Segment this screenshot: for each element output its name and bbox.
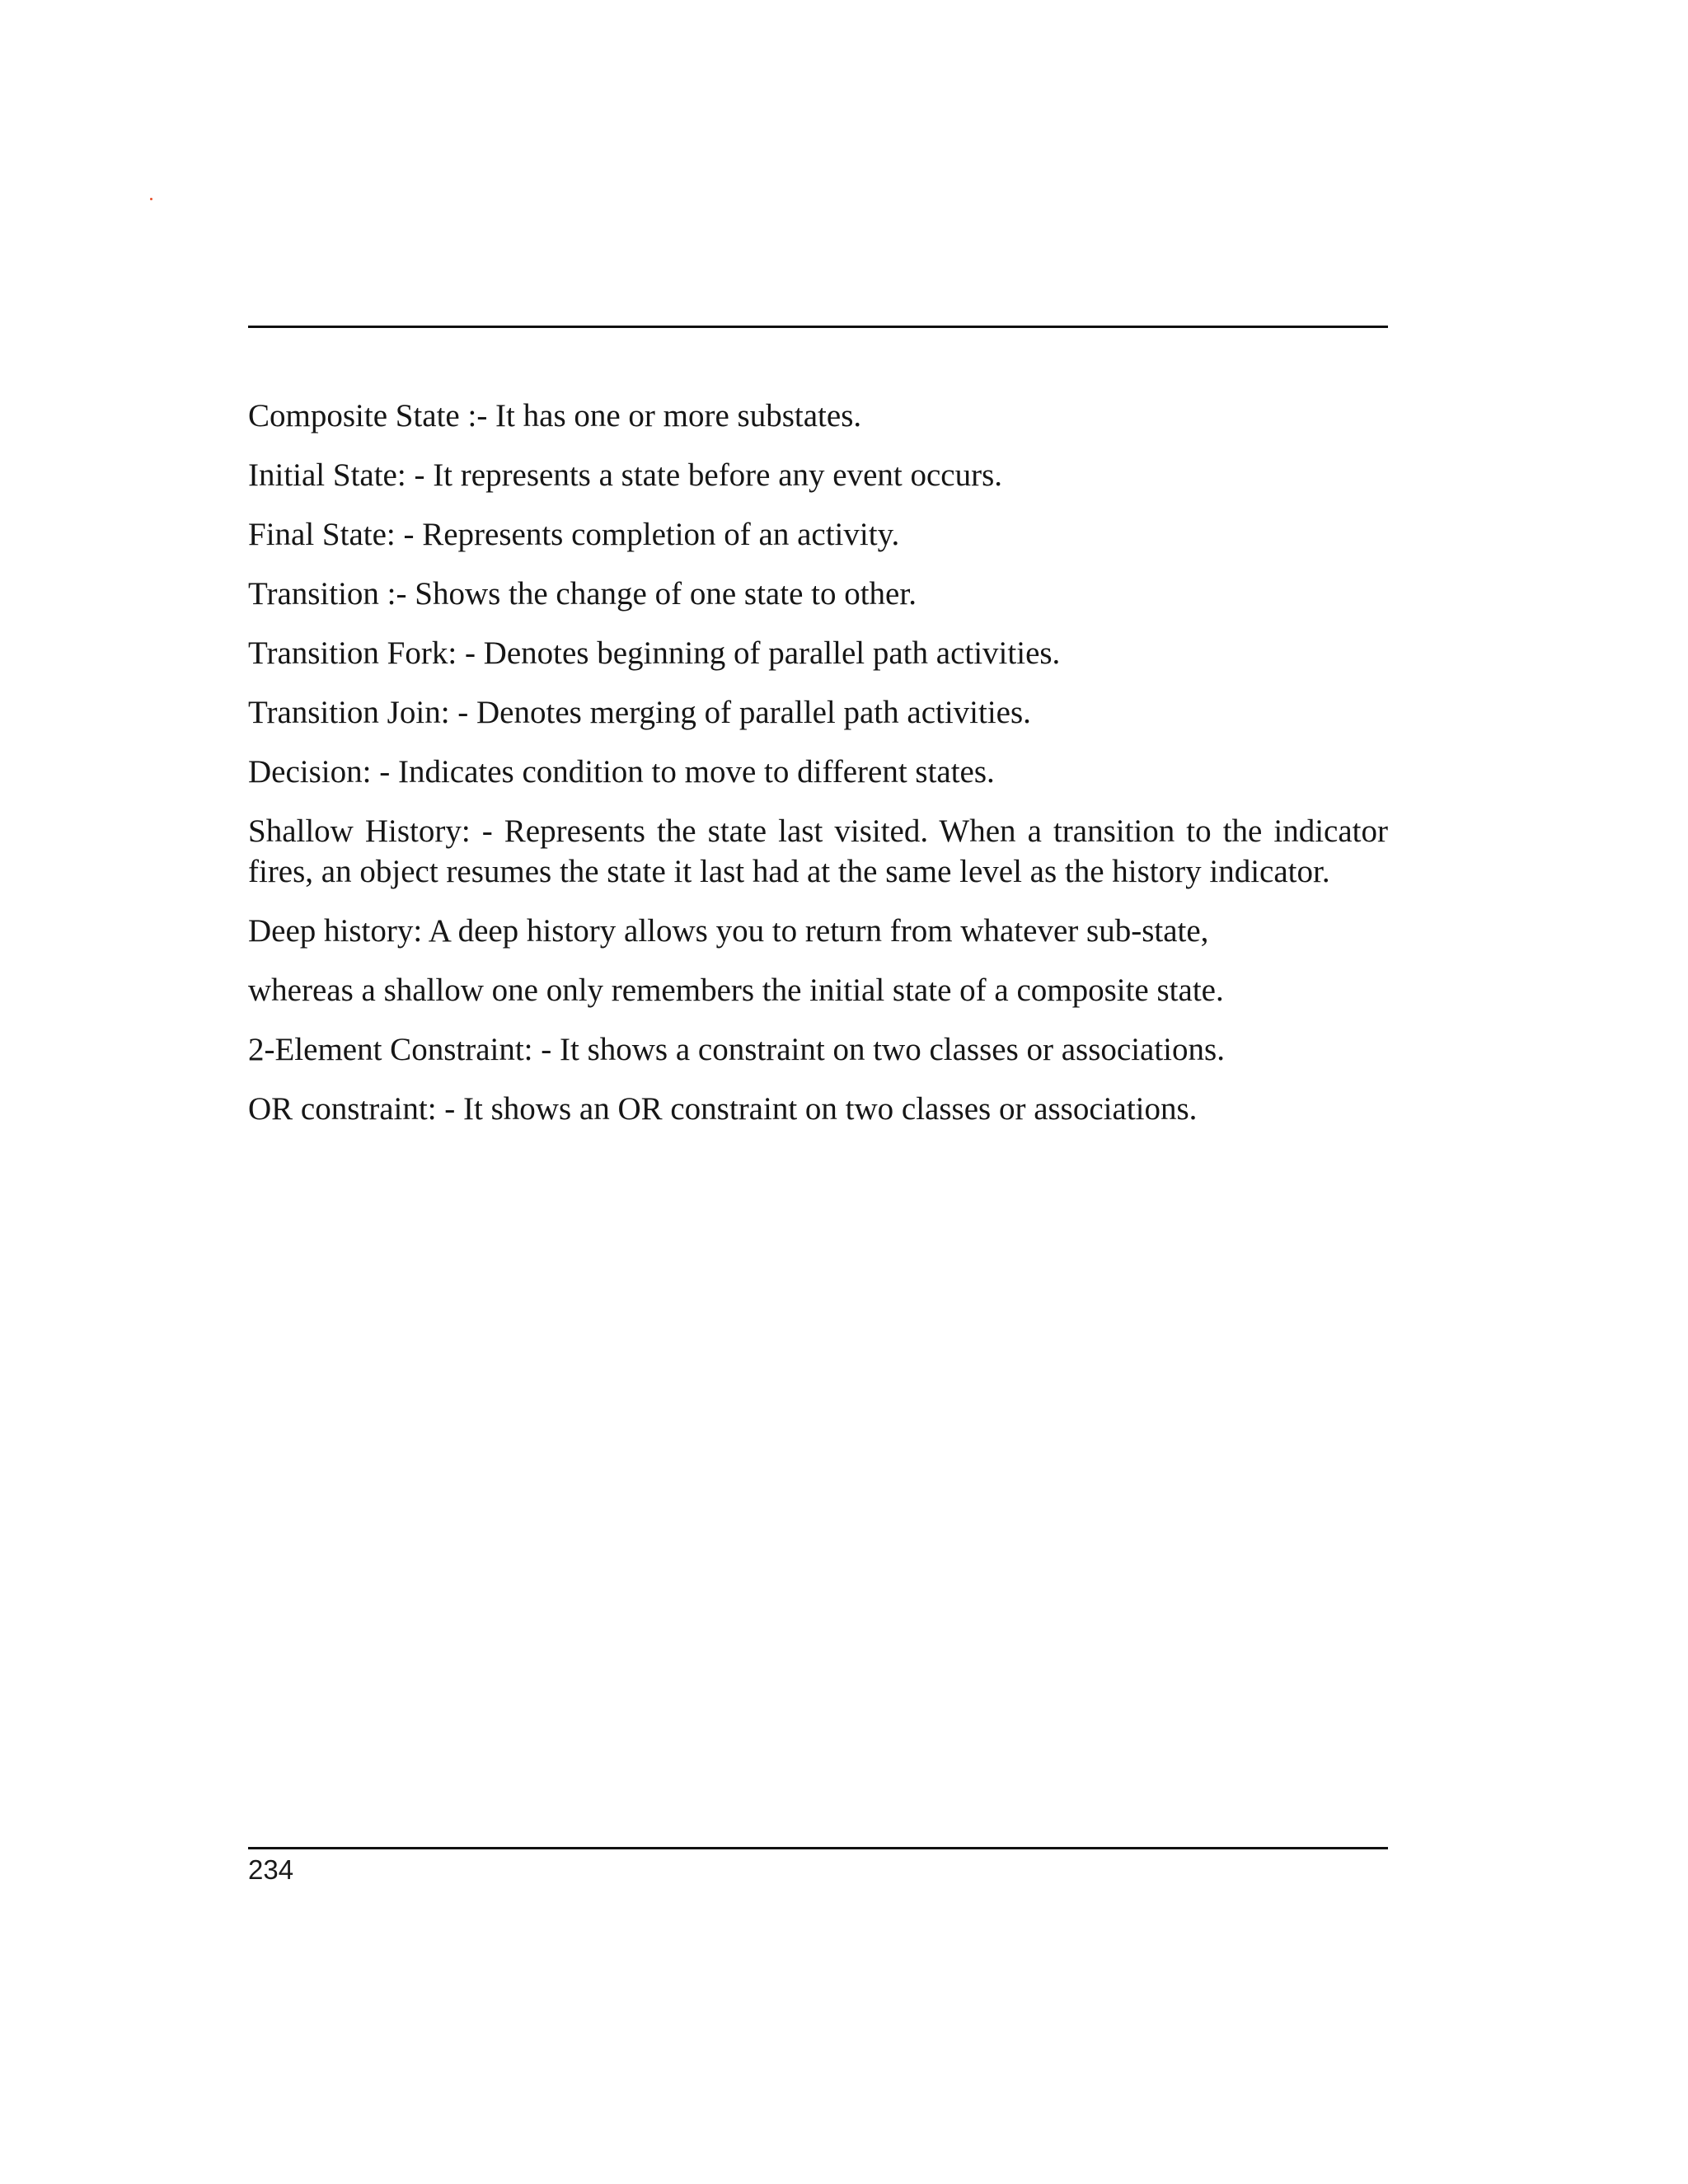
page-body [248,396,1388,1148]
definition-transition-fork: Transition Fork: - Denotes beginning of parallel path activities. [248,635,1061,671]
definition-composite-state: Composite State :- It has one or more substates. [248,398,862,434]
definition-or-constraint: OR constraint: - It shows an OR constraint on two classes or associations. [248,1091,1198,1127]
definition-decision: Decision: - Indicates condition to move to different states. [248,754,995,790]
definition-2-element-constraint: 2-Element Constraint: - It shows a constraint on two classes or associations. [248,1032,1225,1067]
stray-ink-mark [150,198,152,200]
definition-deep-history: Deep history: A deep history allows you to return from whatever sub-state, [248,913,1209,949]
definition-transition-join: Transition Join: - Denotes merging of parallel path activities. [248,695,1031,730]
definition-deep-history-continued: whereas a shallow one only remembers the initial state of a composite state. [248,972,1224,1008]
definition-transition: Transition :- Shows the change of one state to other. [248,576,917,612]
definition-final-state: Final State: - Represents completion of an activity. [248,517,900,552]
definition-shallow-history: Shallow History: - Represents the state last visited. When a transition to the indicator fires, an object resumes the state it last had at the same level as the history indicator. [248,813,1388,889]
page-number: 234 [248,1854,294,1885]
header-rule [248,326,1388,328]
definition-initial-state: Initial State: - It represents a state before any event occurs. [248,457,1003,493]
footer-rule [248,1847,1388,1849]
